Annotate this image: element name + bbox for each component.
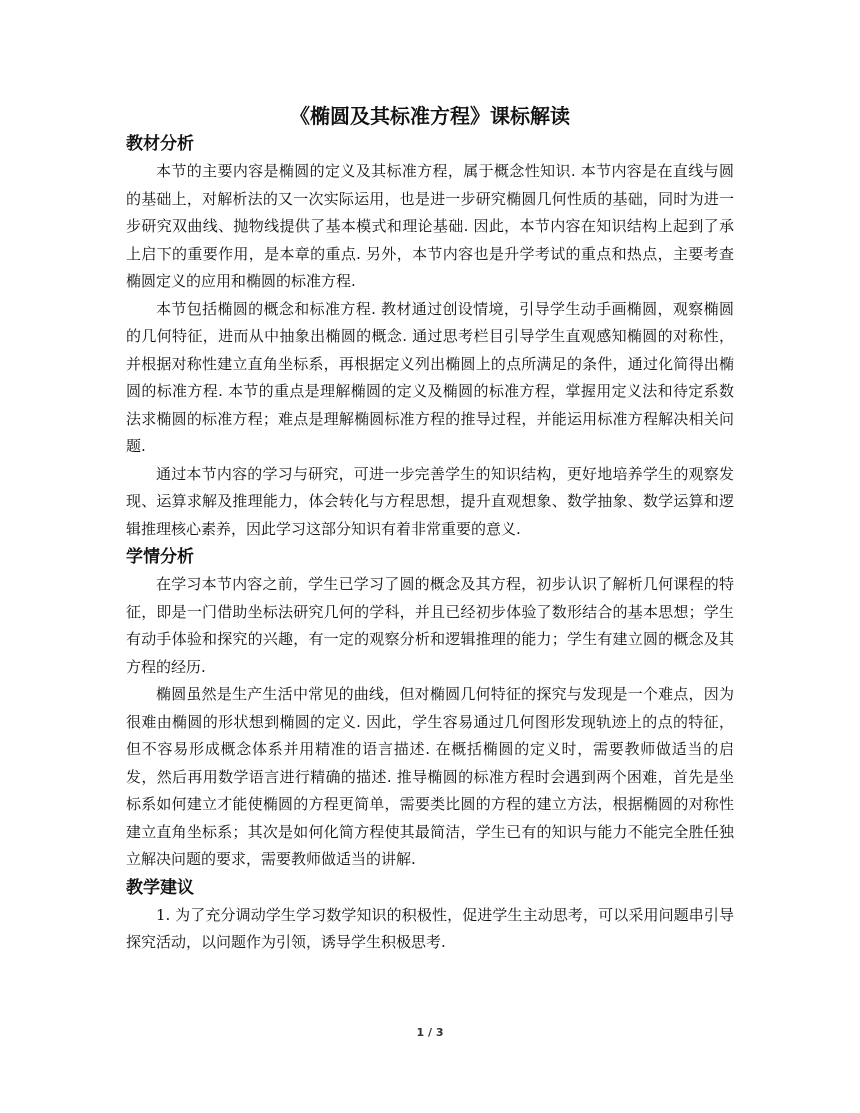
paragraph: 1. 为了充分调动学生学习数学知识的积极性，促进学生主动思考，可以采用问题串引导探究活动，以问题作为引领，诱导学生积极思考. xyxy=(126,905,734,951)
paragraph: 椭圆虽然是生产生活中常见的曲线，但对椭圆几何特征的探究与发现是一个难点，因为很难由椭圆的形状想到椭圆的定义. 因此，学生容易通过几何图形发现轨迹上的点的特征，但不容易形成概念体系并用精准的语言描述. 在概括椭圆的定义时，需要教师做适当的启发，然后再用数学语言进行精确的描述. 推导椭圆的标准方程时会遇到两个困难，首先是坐标系如何建立才能使椭圆的方程更简单，需要类比圆的方程的建立方法，根据椭圆的对称性建立直角坐标系；其次是如何化简方程使其最简洁，学生已有的知识与能力不能完全胜任独立解决问题的要求，需要教师做适当的讲解. xyxy=(126,685,734,868)
section-heading: 教材分析 xyxy=(126,134,194,154)
section-heading: 教学建议 xyxy=(126,877,194,898)
document-body xyxy=(126,130,734,957)
section-learner-analysis xyxy=(126,543,734,874)
section-teaching-suggestions xyxy=(126,874,734,957)
paragraph: 通过本节内容的学习与研究，可进一步完善学生的知识结构，更好地培养学生的观察发现、运算求解及推理能力，体会转化与方程思想，提升直观想象、数学抽象、数学运算和逻辑推理核心素养，因此学习这部分知识有着非常重要的意义. xyxy=(126,464,734,538)
document-title: 《椭圆及其标准方程》课标解读 xyxy=(290,104,570,128)
paragraph: 在学习本节内容之前，学生已学习了圆的概念及其方程，初步认识了解析几何课程的特征，即是一门借助坐标法研究几何的学科，并且已经初步体验了数形结合的基本思想；学生有动手体验和探究的兴趣，有一定的观察分析和逻辑推理的能力；学生有建立圆的概念及其方程的经历. xyxy=(126,575,734,676)
section-teaching-material-analysis xyxy=(126,130,734,543)
page-number: 1 / 3 xyxy=(416,1026,444,1039)
section-heading: 学情分析 xyxy=(126,547,194,567)
paragraph: 本节包括椭圆的概念和标准方程. 教材通过创设情境，引导学生动手画椭圆，观察椭圆的几何特征，进而从中抽象出椭圆的概念. 通过思考栏目引导学生直观感知椭圆的对称性，并根据对称性建立直角坐标系，再根据定义列出椭圆上的点所满足的条件，通过化简得出椭圆的标准方程. 本节的重点是理解椭圆的定义及椭圆的标准方程，掌握用定义法和待定系数法求椭圆的标准方程；难点是理解椭圆标准方程的推导过程，并能运用标准方程解决相关问题. xyxy=(126,299,734,455)
paragraph: 本节的主要内容是椭圆的定义及其标准方程，属于概念性知识. 本节内容是在直线与圆的基础上，对解析法的又一次实际运用，也是进一步研究椭圆几何性质的基础，同时为进一步研究双曲线、抛物线提供了基本模式和理论基础. 因此，本节内容在知识结构上起到了承上启下的重要作用，是本章的重点. 另外，本节内容也是升学考试的重点和热点，主要考查椭圆定义的应用和椭圆的标准方程. xyxy=(126,162,734,290)
